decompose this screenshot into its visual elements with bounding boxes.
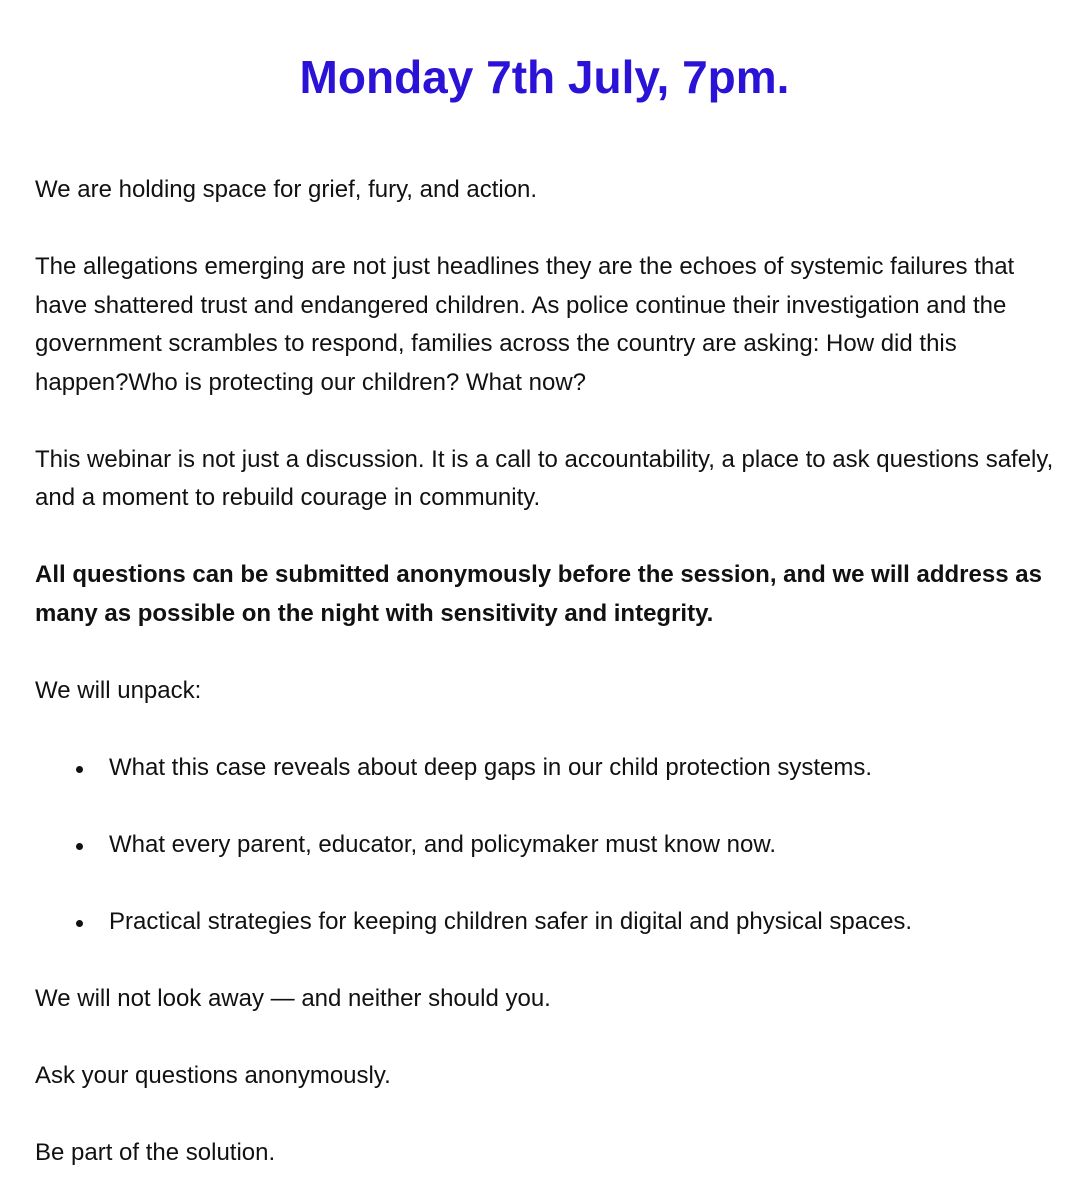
list-item-text: What this case reveals about deep gaps in our child protection systems. (109, 753, 873, 781)
webinar-paragraph: This webinar is not just a discussion. It is a call to accountability, a place to ask questions safely, and a moment to rebuild courage in community. (35, 445, 1054, 511)
be-part-paragraph: Be part of the solution. (35, 1138, 276, 1166)
not-look-away-paragraph: We will not look away — and neither should you. (35, 984, 551, 1012)
unpack-intro: We will unpack: (35, 676, 202, 704)
list-item (109, 903, 1054, 942)
list-item (109, 826, 1054, 865)
ask-questions-paragraph: Ask your questions anonymously. (35, 1061, 391, 1089)
list-item-text: What every parent, educator, and policymaker must know now. (109, 830, 776, 858)
intro-paragraph: We are holding space for grief, fury, and action. (35, 176, 538, 203)
anonymous-notice: All questions can be submitted anonymously before the session, and we will address as many as possible on the night with sensitivity and integrity. (35, 561, 1042, 627)
list-item-text: Practical strategies for keeping children safer in digital and physical spaces. (109, 907, 913, 935)
bullet-icon (76, 766, 83, 773)
allegations-paragraph: The allegations emerging are not just headlines they are the echoes of systemic failures that have shattered trust and endangered children. As police continue their investigation and the government scrambles to respond, families across the country are asking: How did this happen?Who is protecting our children? What now? (35, 253, 1015, 396)
unpack-list (35, 749, 1054, 942)
bullet-icon (76, 920, 83, 927)
announcement-body (35, 171, 1054, 1172)
list-item (109, 749, 1054, 788)
event-date-heading: Monday 7th July, 7pm. (299, 51, 790, 103)
bullet-icon (76, 843, 83, 850)
